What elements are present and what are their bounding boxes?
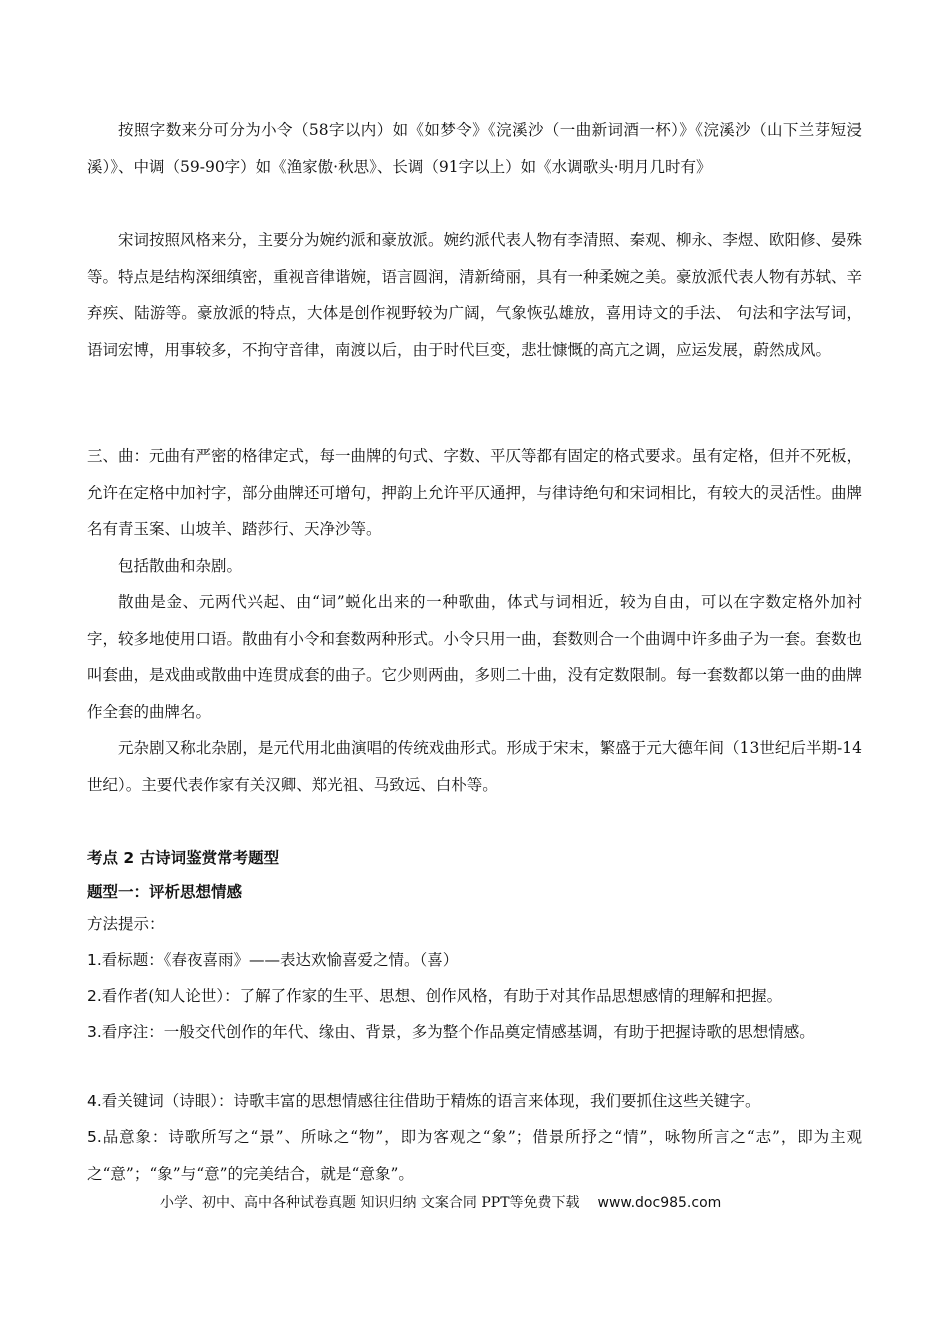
list-item-number: 4. (87, 1092, 102, 1110)
footer-link[interactable]: www.doc985.com (597, 1195, 722, 1211)
list-item-text: 看作者(知人论世）：了解了作家的生平、思想、创作风格，有助于对其作品思想感情的理解和把握。 (101, 987, 783, 1005)
paragraph-qu-types: 包括散曲和杂剧。 (118, 557, 243, 575)
list-item-number: 3. (87, 1023, 102, 1041)
list-item (87, 1119, 862, 1192)
paragraph-qu-intro: 三、曲：元曲有严密的格律定式，每一曲牌的句式、字数、平仄等都有固定的格式要求。虽有定格，但并不死板，允许在定格中加衬字，部分曲牌还可增句，押韵上允许平仄通押，与律诗绝句和宋词相比，有较大的灵活性。曲牌名有青玉案、山坡羊、踏莎行、天净沙等。 (87, 447, 863, 538)
paragraph-zaju: 元杂剧又称北杂剧，是元代用北曲演唱的传统戏曲形式。形成于宋末，繁盛于元大德年间（13世纪后半期-14世纪）。主要代表作家有关汉卿、郑光祖、马致远、白朴等。 (87, 739, 862, 794)
list-item-text: 看序注：一般交代创作的年代、缘由、背景，多为整个作品奠定情感基调，有助于把握诗歌的思想情感。 (101, 1023, 815, 1041)
list-item (87, 1083, 862, 1120)
list-item (87, 978, 862, 1015)
method-tip-label: 方法提示： (87, 915, 165, 933)
list-item-text: 品意象：诗歌所写之“景”、所咏之“物”，即为客观之“象”；借景所抒之“情”，咏物所言之“志”，即为主观之“意”；“象”与“意”的完美结合，就是“意象”。 (87, 1128, 862, 1183)
list-item-number: 1. (87, 951, 102, 969)
subsection-heading: 题型一：评析思想情感 (87, 883, 243, 901)
list-item-text: 看标题：《春夜喜雨》——表达欢愉喜爱之情。（喜） (101, 951, 459, 969)
list-item-text: 看关键词（诗眼）：诗歌丰富的思想情感往往借助于精炼的语言来体现，我们要抓住这些关键字。 (101, 1092, 761, 1110)
list-item-number: 2. (87, 987, 102, 1005)
paragraph-ci-by-style: 宋词按照风格来分，主要分为婉约派和豪放派。婉约派代表人物有李清照、秦观、柳永、李煜、欧阳修、晏殊等。特点是结构深细缜密，重视音律谐婉，语言圆润，清新绮丽，具有一种柔婉之美。豪放派代表人物有苏轼、辛弃疾、陆游等。豪放派的特点，大体是创作视野较为广阔，气象恢弘雄放，喜用诗文的手法、 句法和字法写词，语词宏博，用事较多，不拘守音律，南渡以后，由于时代巨变，悲壮慷慨的高亢之调，应运发展，蔚然成风。 (87, 231, 863, 359)
section-heading: 考点 2 古诗词鉴赏常考题型 (87, 849, 280, 867)
list-item-number: 5. (87, 1128, 102, 1146)
list-item (87, 942, 862, 979)
footer-text: 小学、初中、高中各种试卷真题 知识归纳 文案合同 PPT等免费下载 (160, 1195, 580, 1211)
list-item (87, 1014, 862, 1051)
paragraph-ci-by-length: 按照字数来分可分为小令（58字以内）如《如梦令》《浣溪沙（一曲新词酒一杯）》《浣溪沙（山下兰芽短浸溪）》、中调（59-90字）如《渔家傲·秋思》、长调（91字以上）如《水调歌头·明月几时有》 (87, 121, 862, 176)
page-footer (160, 1192, 721, 1212)
paragraph-sanqu: 散曲是金、元两代兴起、由“词”蜕化出来的一种歌曲，体式与词相近，较为自由，可以在字数定格外加衬字，较多地使用口语。散曲有小令和套数两种形式。小令只用一曲，套数则合一个曲调中许多曲子为一套。套数也叫套曲，是戏曲或散曲中连贯成套的曲子。它少则两曲，多则二十曲，没有定数限制。每一套数都以第一曲的曲牌作全套的曲牌名。 (87, 593, 863, 721)
